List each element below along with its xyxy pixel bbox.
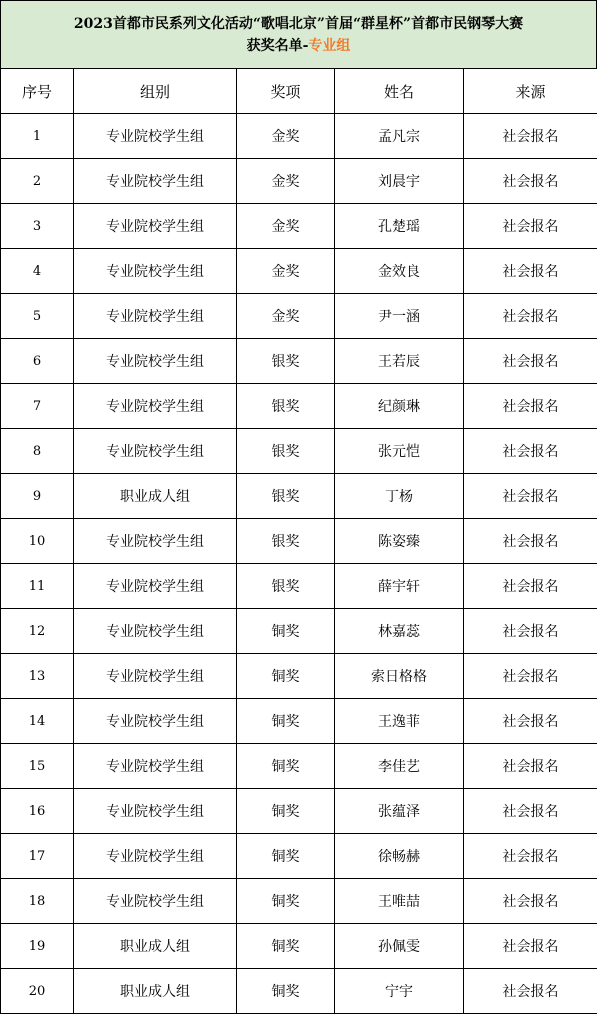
table-row bbox=[1, 249, 597, 294]
cell-name: 金效良 bbox=[335, 249, 464, 294]
cell-group: 专业院校学生组 bbox=[74, 789, 237, 834]
cell-name: 张蕴泽 bbox=[335, 789, 464, 834]
table-row bbox=[1, 114, 597, 159]
cell-index: 10 bbox=[1, 519, 74, 564]
cell-name: 丁杨 bbox=[335, 474, 464, 519]
cell-group: 专业院校学生组 bbox=[74, 429, 237, 474]
cell-index: 12 bbox=[1, 609, 74, 654]
cell-award: 铜奖 bbox=[237, 789, 335, 834]
cell-source: 社会报名 bbox=[464, 114, 597, 159]
cell-group: 专业院校学生组 bbox=[74, 609, 237, 654]
title-banner bbox=[0, 0, 597, 69]
cell-index: 16 bbox=[1, 789, 74, 834]
cell-name: 索日格格 bbox=[335, 654, 464, 699]
cell-award: 银奖 bbox=[237, 519, 335, 564]
cell-index: 5 bbox=[1, 294, 74, 339]
cell-name: 孟凡宗 bbox=[335, 114, 464, 159]
cell-award: 铜奖 bbox=[237, 744, 335, 789]
award-table bbox=[0, 68, 597, 1014]
table-row bbox=[1, 924, 597, 969]
cell-index: 3 bbox=[1, 204, 74, 249]
cell-award: 金奖 bbox=[237, 159, 335, 204]
cell-award: 银奖 bbox=[237, 339, 335, 384]
header-source: 来源 bbox=[464, 69, 597, 114]
header-group: 组别 bbox=[74, 69, 237, 114]
cell-source: 社会报名 bbox=[464, 159, 597, 204]
table-row bbox=[1, 159, 597, 204]
table-row bbox=[1, 384, 597, 429]
cell-index: 17 bbox=[1, 834, 74, 879]
page-subtitle bbox=[247, 35, 351, 57]
cell-award: 铜奖 bbox=[237, 879, 335, 924]
cell-source: 社会报名 bbox=[464, 789, 597, 834]
cell-award: 银奖 bbox=[237, 384, 335, 429]
cell-group: 专业院校学生组 bbox=[74, 564, 237, 609]
cell-name: 王唯喆 bbox=[335, 879, 464, 924]
cell-source: 社会报名 bbox=[464, 519, 597, 564]
table-row bbox=[1, 879, 597, 924]
cell-name: 林嘉蕊 bbox=[335, 609, 464, 654]
cell-award: 金奖 bbox=[237, 249, 335, 294]
award-rows bbox=[1, 114, 597, 1014]
table-row bbox=[1, 294, 597, 339]
cell-award: 金奖 bbox=[237, 294, 335, 339]
cell-source: 社会报名 bbox=[464, 834, 597, 879]
cell-source: 社会报名 bbox=[464, 339, 597, 384]
table-row bbox=[1, 474, 597, 519]
cell-award: 铜奖 bbox=[237, 924, 335, 969]
cell-award: 银奖 bbox=[237, 474, 335, 519]
cell-index: 6 bbox=[1, 339, 74, 384]
cell-award: 银奖 bbox=[237, 429, 335, 474]
table-row bbox=[1, 744, 597, 789]
cell-source: 社会报名 bbox=[464, 699, 597, 744]
table-row bbox=[1, 339, 597, 384]
cell-group: 专业院校学生组 bbox=[74, 204, 237, 249]
cell-name: 陈姿臻 bbox=[335, 519, 464, 564]
cell-group: 职业成人组 bbox=[74, 924, 237, 969]
cell-group: 专业院校学生组 bbox=[74, 294, 237, 339]
table-row bbox=[1, 834, 597, 879]
cell-award: 金奖 bbox=[237, 114, 335, 159]
cell-name: 李佳艺 bbox=[335, 744, 464, 789]
cell-group: 专业院校学生组 bbox=[74, 744, 237, 789]
header-name: 姓名 bbox=[335, 69, 464, 114]
cell-source: 社会报名 bbox=[464, 429, 597, 474]
cell-group: 专业院校学生组 bbox=[74, 834, 237, 879]
cell-source: 社会报名 bbox=[464, 654, 597, 699]
cell-index: 11 bbox=[1, 564, 74, 609]
table-row bbox=[1, 654, 597, 699]
table-row bbox=[1, 789, 597, 834]
cell-group: 专业院校学生组 bbox=[74, 699, 237, 744]
cell-name: 张元恺 bbox=[335, 429, 464, 474]
table-row bbox=[1, 204, 597, 249]
cell-index: 14 bbox=[1, 699, 74, 744]
cell-award: 铜奖 bbox=[237, 699, 335, 744]
cell-index: 1 bbox=[1, 114, 74, 159]
cell-award: 铜奖 bbox=[237, 654, 335, 699]
header-row bbox=[1, 69, 597, 114]
cell-source: 社会报名 bbox=[464, 294, 597, 339]
cell-source: 社会报名 bbox=[464, 924, 597, 969]
cell-name: 孙佩雯 bbox=[335, 924, 464, 969]
cell-source: 社会报名 bbox=[464, 474, 597, 519]
cell-group: 专业院校学生组 bbox=[74, 879, 237, 924]
table-row bbox=[1, 699, 597, 744]
cell-source: 社会报名 bbox=[464, 384, 597, 429]
cell-source: 社会报名 bbox=[464, 609, 597, 654]
cell-group: 专业院校学生组 bbox=[74, 519, 237, 564]
cell-group: 专业院校学生组 bbox=[74, 339, 237, 384]
cell-award: 银奖 bbox=[237, 564, 335, 609]
cell-group: 职业成人组 bbox=[74, 969, 237, 1014]
cell-group: 职业成人组 bbox=[74, 474, 237, 519]
cell-name: 尹一涵 bbox=[335, 294, 464, 339]
cell-name: 王若辰 bbox=[335, 339, 464, 384]
table-row bbox=[1, 564, 597, 609]
cell-index: 7 bbox=[1, 384, 74, 429]
cell-name: 孔楚瑶 bbox=[335, 204, 464, 249]
cell-group: 专业院校学生组 bbox=[74, 384, 237, 429]
cell-source: 社会报名 bbox=[464, 969, 597, 1014]
cell-index: 2 bbox=[1, 159, 74, 204]
cell-name: 薛宇轩 bbox=[335, 564, 464, 609]
cell-source: 社会报名 bbox=[464, 204, 597, 249]
cell-index: 9 bbox=[1, 474, 74, 519]
cell-name: 纪颜琳 bbox=[335, 384, 464, 429]
cell-index: 19 bbox=[1, 924, 74, 969]
cell-group: 专业院校学生组 bbox=[74, 654, 237, 699]
header-index: 序号 bbox=[1, 69, 74, 114]
subtitle-prefix: 获奖名单- bbox=[246, 37, 309, 54]
cell-group: 专业院校学生组 bbox=[74, 249, 237, 294]
cell-award: 铜奖 bbox=[237, 969, 335, 1014]
cell-name: 徐畅赫 bbox=[335, 834, 464, 879]
cell-index: 13 bbox=[1, 654, 74, 699]
cell-name: 王逸菲 bbox=[335, 699, 464, 744]
table-row bbox=[1, 519, 597, 564]
cell-index: 8 bbox=[1, 429, 74, 474]
header-award: 奖项 bbox=[237, 69, 335, 114]
cell-index: 4 bbox=[1, 249, 74, 294]
cell-source: 社会报名 bbox=[464, 879, 597, 924]
cell-group: 专业院校学生组 bbox=[74, 114, 237, 159]
cell-index: 15 bbox=[1, 744, 74, 789]
cell-name: 宁宇 bbox=[335, 969, 464, 1014]
cell-award: 铜奖 bbox=[237, 609, 335, 654]
cell-source: 社会报名 bbox=[464, 744, 597, 789]
cell-award: 金奖 bbox=[237, 204, 335, 249]
cell-source: 社会报名 bbox=[464, 249, 597, 294]
cell-group: 专业院校学生组 bbox=[74, 159, 237, 204]
subtitle-category: 专业组 bbox=[308, 37, 351, 54]
cell-award: 铜奖 bbox=[237, 834, 335, 879]
table-row bbox=[1, 609, 597, 654]
cell-index: 20 bbox=[1, 969, 74, 1014]
table-row bbox=[1, 429, 597, 474]
cell-source: 社会报名 bbox=[464, 564, 597, 609]
table-row bbox=[1, 969, 597, 1014]
page-title: 2023首都市民系列文化活动“歌唱北京”首届“群星杯”首都市民钢琴大赛 bbox=[73, 15, 524, 32]
cell-name: 刘晨宇 bbox=[335, 159, 464, 204]
cell-index: 18 bbox=[1, 879, 74, 924]
